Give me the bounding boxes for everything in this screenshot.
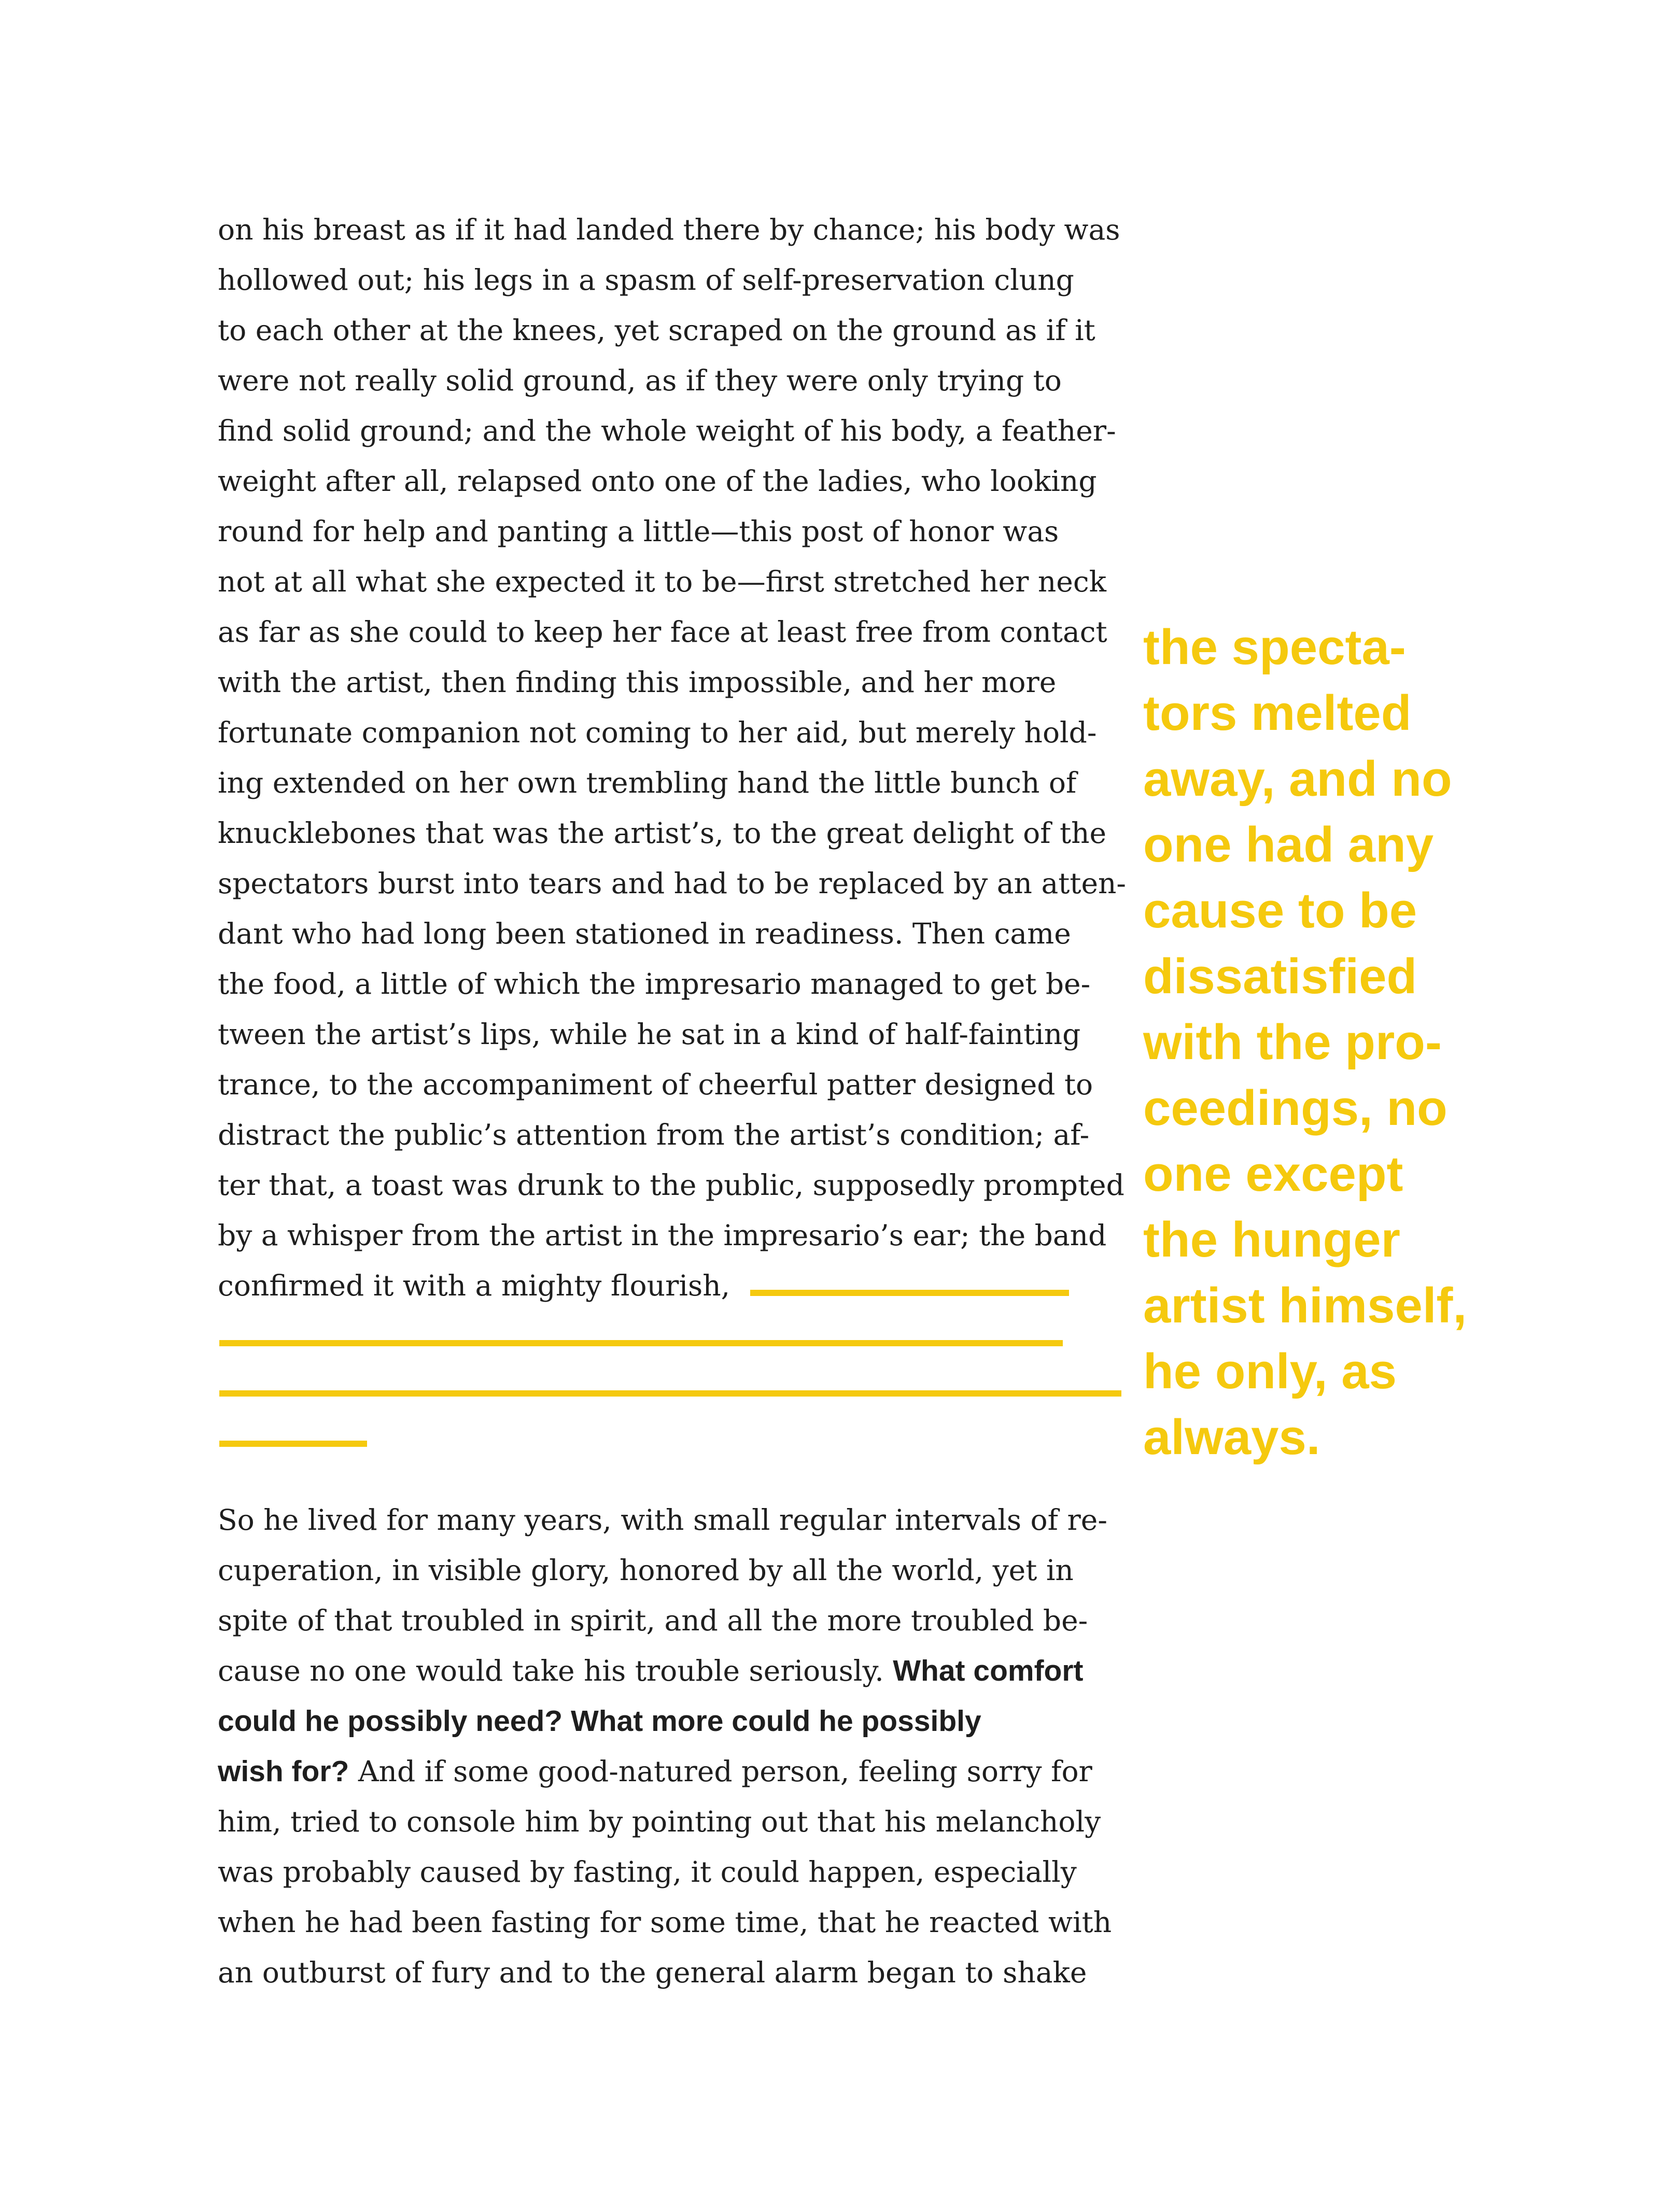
text-line: as far as she could to keep her face at least free from contact [218,615,1107,649]
bold-text: could he possibly need? What more could he possibly [218,1704,981,1738]
redaction-bar-4 [219,1441,367,1447]
text-line: So he lived for many years, with small regular intervals of re- [218,1503,1107,1537]
text-line: the food, a little of which the impresario managed to get be- [218,967,1091,1001]
text-line: find solid ground; and the whole weight of his body, a feather- [218,414,1116,447]
text-line: distract the public’s attention from the artist’s condition; af- [218,1118,1090,1151]
pull-quote-line: ceedings, no [1143,1080,1447,1136]
text-line: knucklebones that was the artist’s, to the great delight of the [218,816,1107,850]
text-line: hollowed out; his legs in a spasm of self-preservation clung [218,263,1074,297]
pull-quote-line: one had any [1143,817,1434,872]
text-line [218,1646,1120,1696]
text-line: fortunate companion not coming to her aid, but merely hold- [218,716,1097,749]
text-line: was probably caused by fasting, it could happen, especially [218,1855,1077,1889]
pull-quote-line: one except [1143,1146,1403,1202]
pull-quote-line: dissatisfied [1143,949,1417,1004]
text-line: not at all what she expected it to be—first stretched her neck [218,565,1106,598]
pull-quote-line: with the pro- [1143,1015,1442,1070]
text-line: tween the artist’s lips, while he sat in a kind of half-fainting [218,1018,1081,1051]
text-line: weight after all, relapsed onto one of the ladies, who looking [218,464,1097,498]
text-line: an outburst of fury and to the general alarm began to shake [218,1956,1087,1989]
text-line: him, tried to console him by pointing out that his melancholy [218,1805,1101,1838]
pull-quote-line: he only, as [1143,1344,1397,1399]
pull-quote-line: the hunger [1143,1212,1400,1267]
text-line [218,1746,1120,1797]
text-line: dant who had long been stationed in readiness. Then came [218,917,1071,950]
redaction-bar-3 [219,1390,1121,1397]
redaction-bar-2 [219,1340,1063,1346]
text-line: trance, to the accompaniment of cheerful patter designed to [218,1068,1093,1101]
pull-quote [1143,614,1630,1470]
text-line: were not really solid ground, as if they were only trying to [218,364,1062,397]
text-line: spectators burst into tears and had to be replaced by an atten- [218,867,1126,900]
body-paragraph-2 [218,1495,1120,1998]
text-line: ter that, a toast was drunk to the public, supposedly prompted [218,1168,1124,1202]
text-line: to each other at the knees, yet scraped on the ground as if it [218,314,1095,347]
text-line: by a whisper from the artist in the impresario’s ear; the band [218,1219,1107,1252]
text-line: spite of that troubled in spirit, and all the more troubled be- [218,1604,1088,1637]
pull-quote-line: the specta- [1143,619,1406,675]
text-line: when he had been fasting for some time, that he reacted with [218,1906,1112,1939]
pull-quote-line: always. [1143,1410,1320,1465]
bold-text: wish for? [218,1755,349,1788]
text-segment: cause no one would take his trouble seriously. [218,1654,884,1687]
text-line: ing extended on her own trembling hand the little bunch of [218,766,1077,799]
text-line: with the artist, then finding this impossible, and her more [218,666,1057,699]
text-line: cuperation, in visible glory, honored by all the world, yet in [218,1554,1074,1587]
text-line: confirmed it with a mighty flourish, [218,1269,730,1302]
text-segment: And if some good-natured person, feeling sorry for [358,1755,1092,1788]
bold-text: What comfort [893,1654,1084,1687]
pull-quote-line: artist himself, [1143,1278,1467,1333]
redaction-bar-1 [750,1290,1069,1296]
pull-quote-line: away, and no [1143,751,1452,807]
text-line: on his breast as if it had landed there by chance; his body was [218,213,1120,246]
pull-quote-line: tors melted [1143,685,1412,741]
body-paragraph-1 [218,205,1126,1311]
text-line: round for help and panting a little—this post of honor was [218,515,1059,548]
text-line [218,1696,1120,1746]
pull-quote-line: cause to be [1143,883,1417,938]
